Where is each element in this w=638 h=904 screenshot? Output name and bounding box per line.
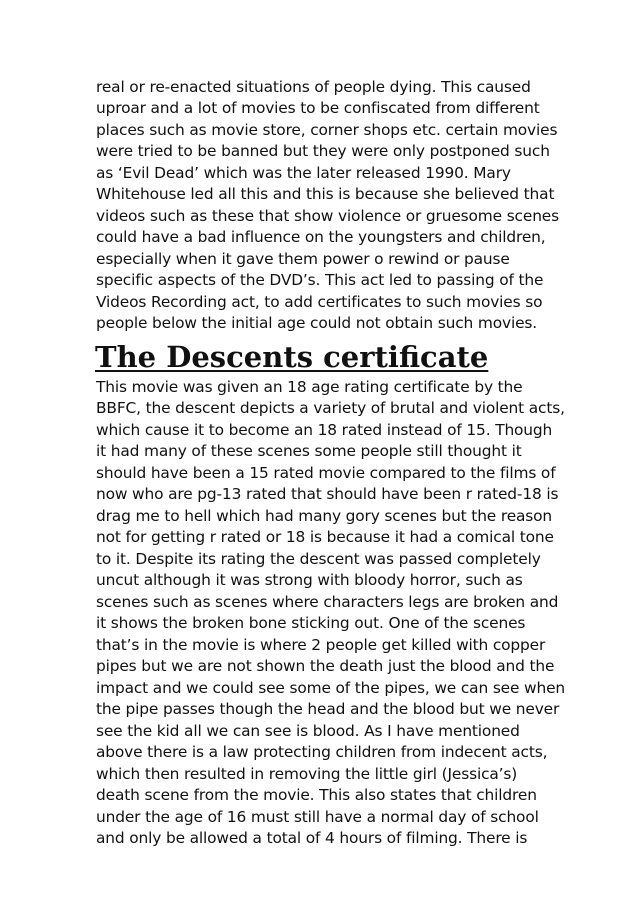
paragraph-1-line-4: were tried to be banned but they were only postponed such xyxy=(96,142,550,160)
paragraph-2-line-2: BBFC, the descent depicts a variety of brutal and violent acts, xyxy=(96,399,565,417)
paragraph-1-line-8: could have a bad influence on the youngsters and children, xyxy=(96,228,546,246)
paragraph-2-line-19: which then resulted in removing the little girl (Jessica’s) xyxy=(96,765,518,783)
paragraph-1-line-5: as ‘Evil Dead’ which was the later released 1990. Mary xyxy=(96,164,511,182)
paragraph-2-line-8: not for getting r rated or 18 is because it had a comical tone xyxy=(96,528,554,546)
paragraph-1-line-6: Whitehouse led all this and this is because she believed that xyxy=(96,185,555,203)
paragraph-2-line-17: see the kid all we can see is blood. As I have mentioned xyxy=(96,722,520,740)
paragraph-1-line-1: real or re-enacted situations of people dying. This caused xyxy=(96,78,531,96)
paragraph-2-line-11: scenes such as scenes where characters legs are broken and xyxy=(96,593,559,611)
paragraph-2-line-14: pipes but we are not shown the death just the blood and the xyxy=(96,657,555,675)
paragraph-2-line-15: impact and we could see some of the pipes, we can see when xyxy=(96,679,566,697)
paragraph-1-line-9: especially when it gave them power o rewind or pause xyxy=(96,250,510,268)
paragraph-1-line-12: people below the initial age could not obtain such movies. xyxy=(96,314,537,332)
paragraph-2-line-16: the pipe passes though the head and the blood but we never xyxy=(96,700,560,718)
paragraph-2-line-1: This movie was given an 18 age rating certificate by the xyxy=(96,378,523,396)
paragraph-2-line-5: should have been a 15 rated movie compared to the films of xyxy=(96,464,556,482)
paragraph-1-line-10: specific aspects of the DVD’s. This act led to passing of the xyxy=(96,271,544,289)
paragraph-1-line-2: uproar and a lot of movies to be confiscated from different xyxy=(96,99,540,117)
paragraph-1-line-3: places such as movie store, corner shops etc. certain movies xyxy=(96,121,558,139)
section-heading: The Descents certificate xyxy=(95,340,489,374)
paragraph-2-line-18: above there is a law protecting children from indecent acts, xyxy=(96,743,548,761)
paragraph-1-line-11: Videos Recording act, to add certificates to such movies so xyxy=(96,293,543,311)
paragraph-2-line-13: that’s in the movie is where 2 people get killed with copper xyxy=(96,636,546,654)
paragraph-2-line-6: now who are pg-13 rated that should have been r rated-18 is xyxy=(96,485,559,503)
paragraph-2-line-9: to it. Despite its rating the descent was passed completely xyxy=(96,550,541,568)
paragraph-2-line-12: it shows the broken bone sticking out. One of the scenes xyxy=(96,614,526,632)
paragraph-2-line-20: death scene from the movie. This also states that children xyxy=(96,786,537,804)
paragraph-2-line-10: uncut although it was strong with bloody horror, such as xyxy=(96,571,523,589)
paragraph-2-line-21: under the age of 16 must still have a normal day of school xyxy=(96,808,539,826)
paragraph-2-line-4: it had many of these scenes some people still thought it xyxy=(96,442,522,460)
paragraph-2-line-3: which cause it to become an 18 rated instead of 15. Though xyxy=(96,421,553,439)
paragraph-2-line-22: and only be allowed a total of 4 hours of filming. There is xyxy=(96,829,528,847)
paragraph-2-line-7: drag me to hell which had many gory scenes but the reason xyxy=(96,507,553,525)
paragraph-1-line-7: videos such as these that show violence or gruesome scenes xyxy=(96,207,559,225)
